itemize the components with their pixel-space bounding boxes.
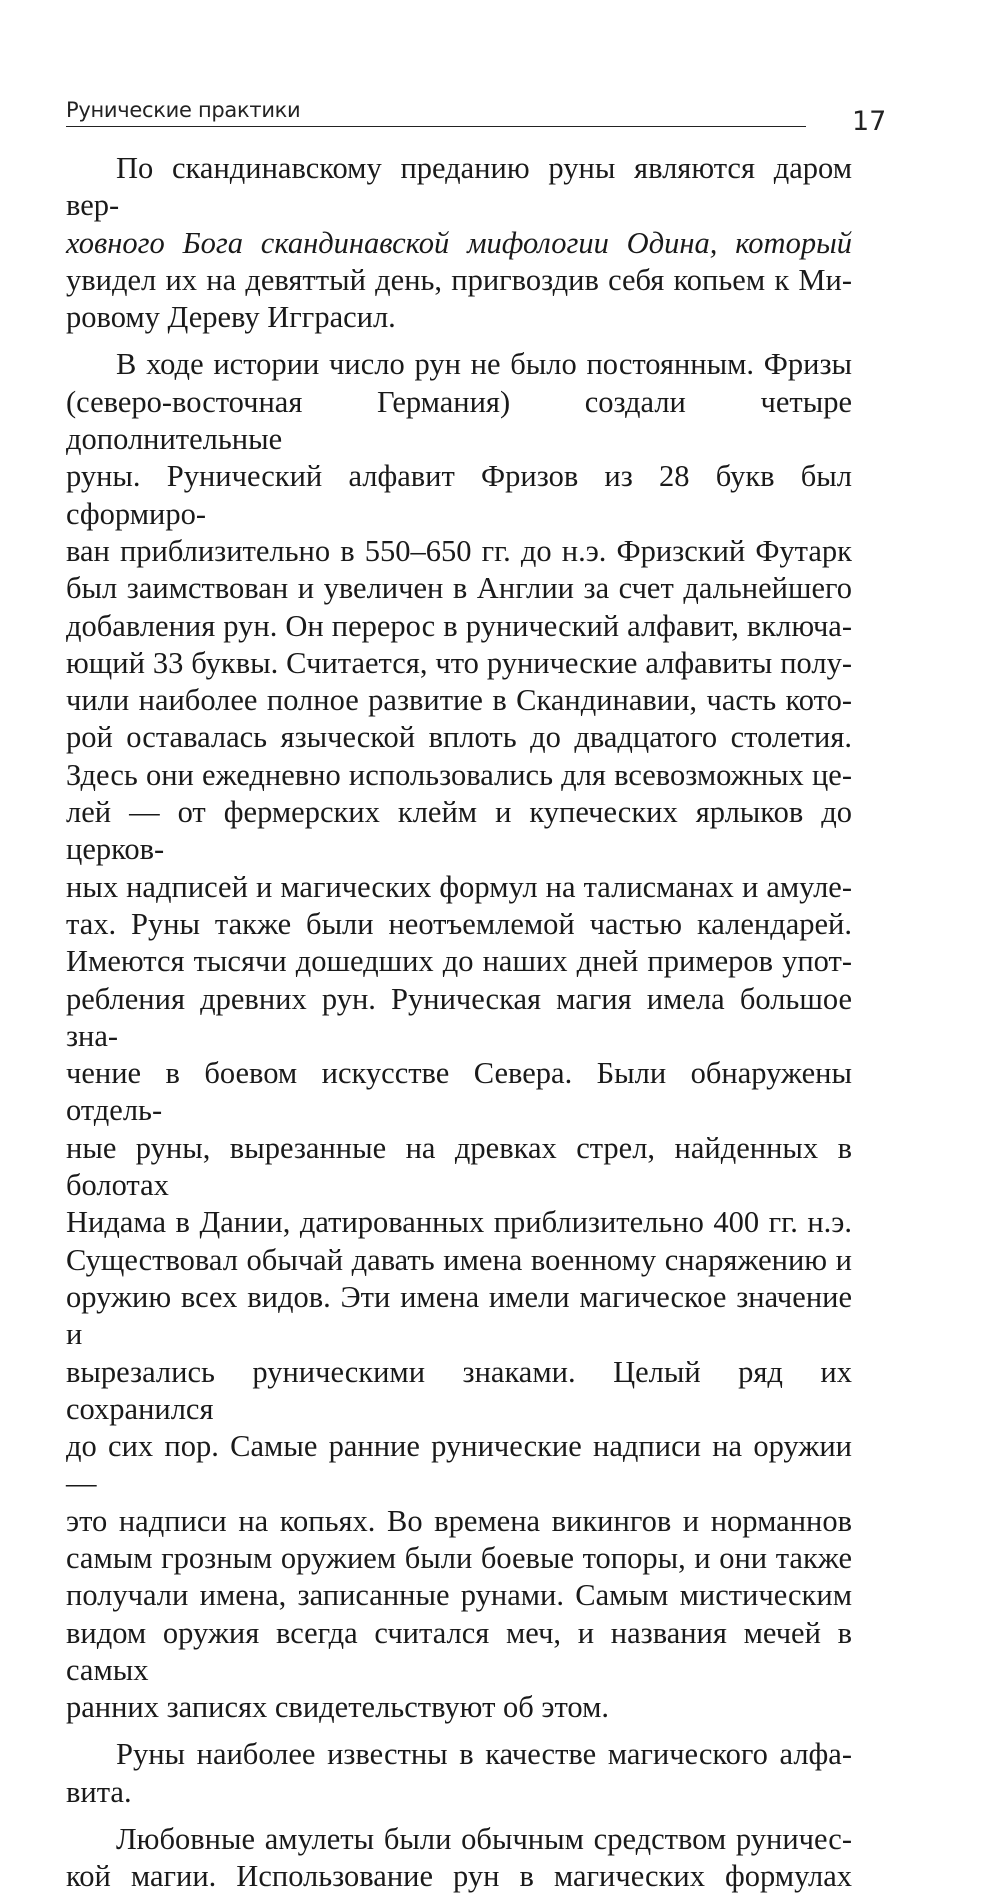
text-line: чение в боевом искусстве Севера. Были обнаружены отдель-	[66, 1056, 852, 1128]
text-line: был заимствован и увеличен в Англии за счет дальнейшего	[66, 571, 852, 606]
paragraph-rune-history	[66, 346, 852, 1726]
running-title: Рунические практики	[66, 98, 301, 122]
text-line: ющий 33 буквы. Считается, что рунические алфавиты полу-	[66, 645, 852, 680]
text-line: В ходе истории число рун не было постоянным. Фризы	[116, 347, 852, 382]
text-line: ребления древних рун. Руническая магия имела большое зна-	[66, 981, 852, 1053]
text-line: лей — от фермерских клейм и купеческих ярлыков до церков-	[66, 795, 852, 867]
text-line: оружию всех видов. Эти имена имели магическое значение и	[66, 1279, 852, 1352]
paragraph-love-amulets	[66, 1821, 852, 1896]
text-line: кой магии. Использование рун в магических формулах	[66, 1859, 852, 1894]
text-line: (северо-восточная Германия) создали четыре дополнительные	[66, 384, 852, 457]
text-line: самым грозным оружием были боевые топоры, и они также	[66, 1540, 852, 1575]
text-line: получали имена, записанные рунами. Самым мистическим	[66, 1578, 852, 1613]
text-line: вырезались руническими знаками. Целый ряд их сохранился	[66, 1354, 852, 1426]
text-line: ранних записях свидетельствуют об этом.	[66, 1690, 610, 1725]
text-line: Нидама в Дании, датированных приблизительно 400 гг. н.э.	[66, 1205, 852, 1240]
paragraph-magic-alphabet	[66, 1736, 852, 1811]
text-line: Здесь они ежедневно использовались для всевозможных це-	[66, 757, 852, 792]
body-text	[66, 150, 852, 1896]
text-line: ных надписей и магических формул на талисманах и амуле-	[66, 869, 852, 904]
text-line: тах. Руны также были неотъемлемой частью календарей.	[66, 906, 852, 941]
text-line: вита.	[66, 1774, 132, 1809]
text-line: руны. Рунический алфавит Фризов из 28 букв был сформиро-	[66, 459, 852, 531]
paragraph-odin-origin	[66, 150, 852, 336]
text-line: рой оставалась языческой вплоть до двадцатого столетия.	[66, 720, 852, 755]
text-line: до сих пор. Самые ранние рунические надписи на оружии —	[66, 1429, 852, 1501]
text-line: увидел их на девяттый день, пригвоздив себя копьем к Ми-	[66, 262, 852, 297]
page-number: 17	[852, 106, 887, 137]
text-line: это надписи на копьях. Во времена викингов и норманнов	[66, 1503, 852, 1538]
text-line: Существовал обычай давать имена военному снаряжению и	[66, 1242, 852, 1277]
text-line: Любовные амулеты были обычным средством руничес-	[116, 1822, 852, 1857]
text-line: Руны наиболее известны в качестве магического алфа-	[116, 1737, 852, 1772]
text-line: По скандинавскому преданию руны являются даром вер-	[66, 151, 852, 223]
text-line: чили наиболее полное развитие в Скандинавии, часть кото-	[66, 683, 852, 718]
running-head	[66, 96, 806, 127]
text-line: ховного Бога скандинавской мифологии Одина, который	[66, 225, 852, 260]
text-line: ван приблизительно в 550–650 гг. до н.э. Фризский Футарк	[66, 533, 852, 568]
text-line: Имеются тысячи дошедших до наших дней примеров упот-	[66, 944, 852, 979]
text-line: ровому Дереву Игграсил.	[66, 300, 396, 335]
text-line: видом оружия всегда считался меч, и названия мечей в самых	[66, 1615, 852, 1687]
text-line: ные руны, вырезанные на древках стрел, найденных в болотах	[66, 1130, 852, 1203]
text-line: добавления рун. Он перерос в рунический алфавит, включа-	[66, 608, 852, 643]
